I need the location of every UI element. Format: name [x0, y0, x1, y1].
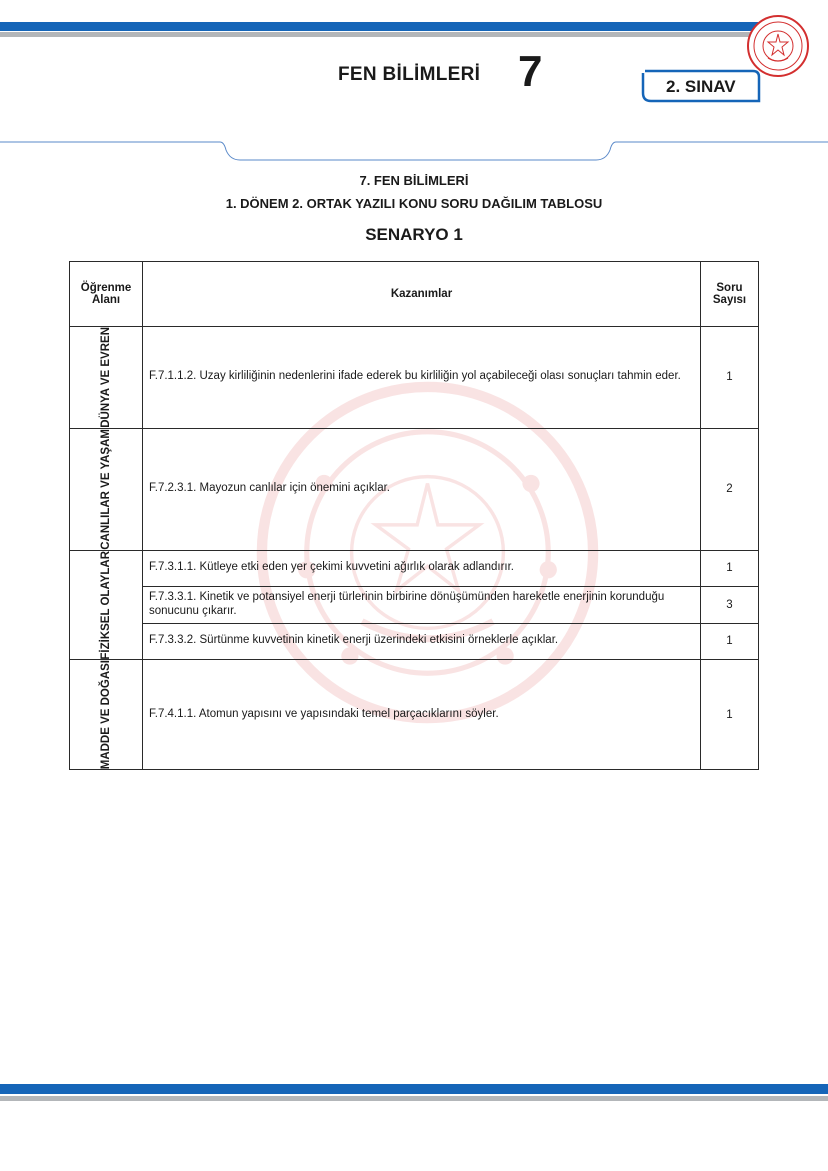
doc-title: 7. FEN BİLİMLERİ	[359, 173, 469, 188]
topic-distribution-table	[69, 261, 759, 770]
count-cell: 1	[701, 623, 759, 660]
bottom-gray-bar	[0, 1096, 828, 1101]
area-label: DÜNYA VE EVREN	[99, 327, 112, 428]
area-label: CANLILAR VE YAŞAM	[99, 428, 112, 550]
table-row	[70, 660, 759, 770]
kazanim-cell: F.7.2.3.1. Mayozun canlılar için önemini açıklar.	[143, 428, 701, 550]
area-label: FİZİKSEL OLAYLAR	[99, 550, 112, 660]
area-cell	[70, 327, 143, 429]
grade-number: 7	[518, 47, 543, 96]
scenario-title: SENARYO 1	[365, 225, 463, 244]
bottom-blue-bar	[0, 1084, 828, 1094]
table-row	[70, 587, 759, 624]
table-row	[70, 327, 759, 429]
kazanim-cell: F.7.1.1.2. Uzay kirliliğinin nedenlerini ifade ederek bu kirliliğin yol açabileceği olası sonuçları tahmin eder.	[143, 327, 701, 429]
table-row	[70, 428, 759, 550]
kazanim-cell: F.7.3.1.1. Kütleye etki eden yer çekimi kuvvetini ağırlık olarak adlandırır.	[143, 550, 701, 587]
area-cell	[70, 550, 143, 660]
kazanim-cell: F.7.4.1.1. Atomun yapısını ve yapısındaki temel parçacıklarını söyler.	[143, 660, 701, 770]
kazanim-cell: F.7.3.3.1. Kinetik ve potansiyel enerji türlerinin birbirine dönüşümünden hareketle enerjinin korunduğu sonucunu çıkarır.	[143, 587, 701, 624]
header-divider	[0, 140, 828, 170]
table-header-row	[70, 262, 759, 327]
table-row	[70, 623, 759, 660]
area-cell	[70, 428, 143, 550]
subject-title: FEN BİLİMLERİ	[338, 64, 481, 85]
count-cell: 1	[701, 327, 759, 429]
header-count: Soru Sayısı	[701, 262, 759, 327]
kazanim-cell: F.7.3.3.2. Sürtünme kuvvetinin kinetik enerji üzerindeki etkisini örneklerle açıklar.	[143, 623, 701, 660]
count-cell: 2	[701, 428, 759, 550]
count-cell: 1	[701, 660, 759, 770]
doc-subtitle: 1. DÖNEM 2. ORTAK YAZILI KONU SORU DAĞILIM TABLOSU	[225, 196, 603, 211]
count-cell: 3	[701, 587, 759, 624]
area-cell	[70, 660, 143, 770]
table-row	[70, 550, 759, 587]
header-kazanim: Kazanımlar	[143, 262, 701, 327]
top-gray-bar	[0, 32, 760, 37]
area-label: MADDE VE DOĞASI	[99, 660, 112, 770]
top-blue-bar	[0, 22, 760, 31]
header-area: Öğrenme Alanı	[70, 262, 143, 327]
exam-badge: 2. SINAV	[666, 77, 736, 96]
count-cell: 1	[701, 550, 759, 587]
